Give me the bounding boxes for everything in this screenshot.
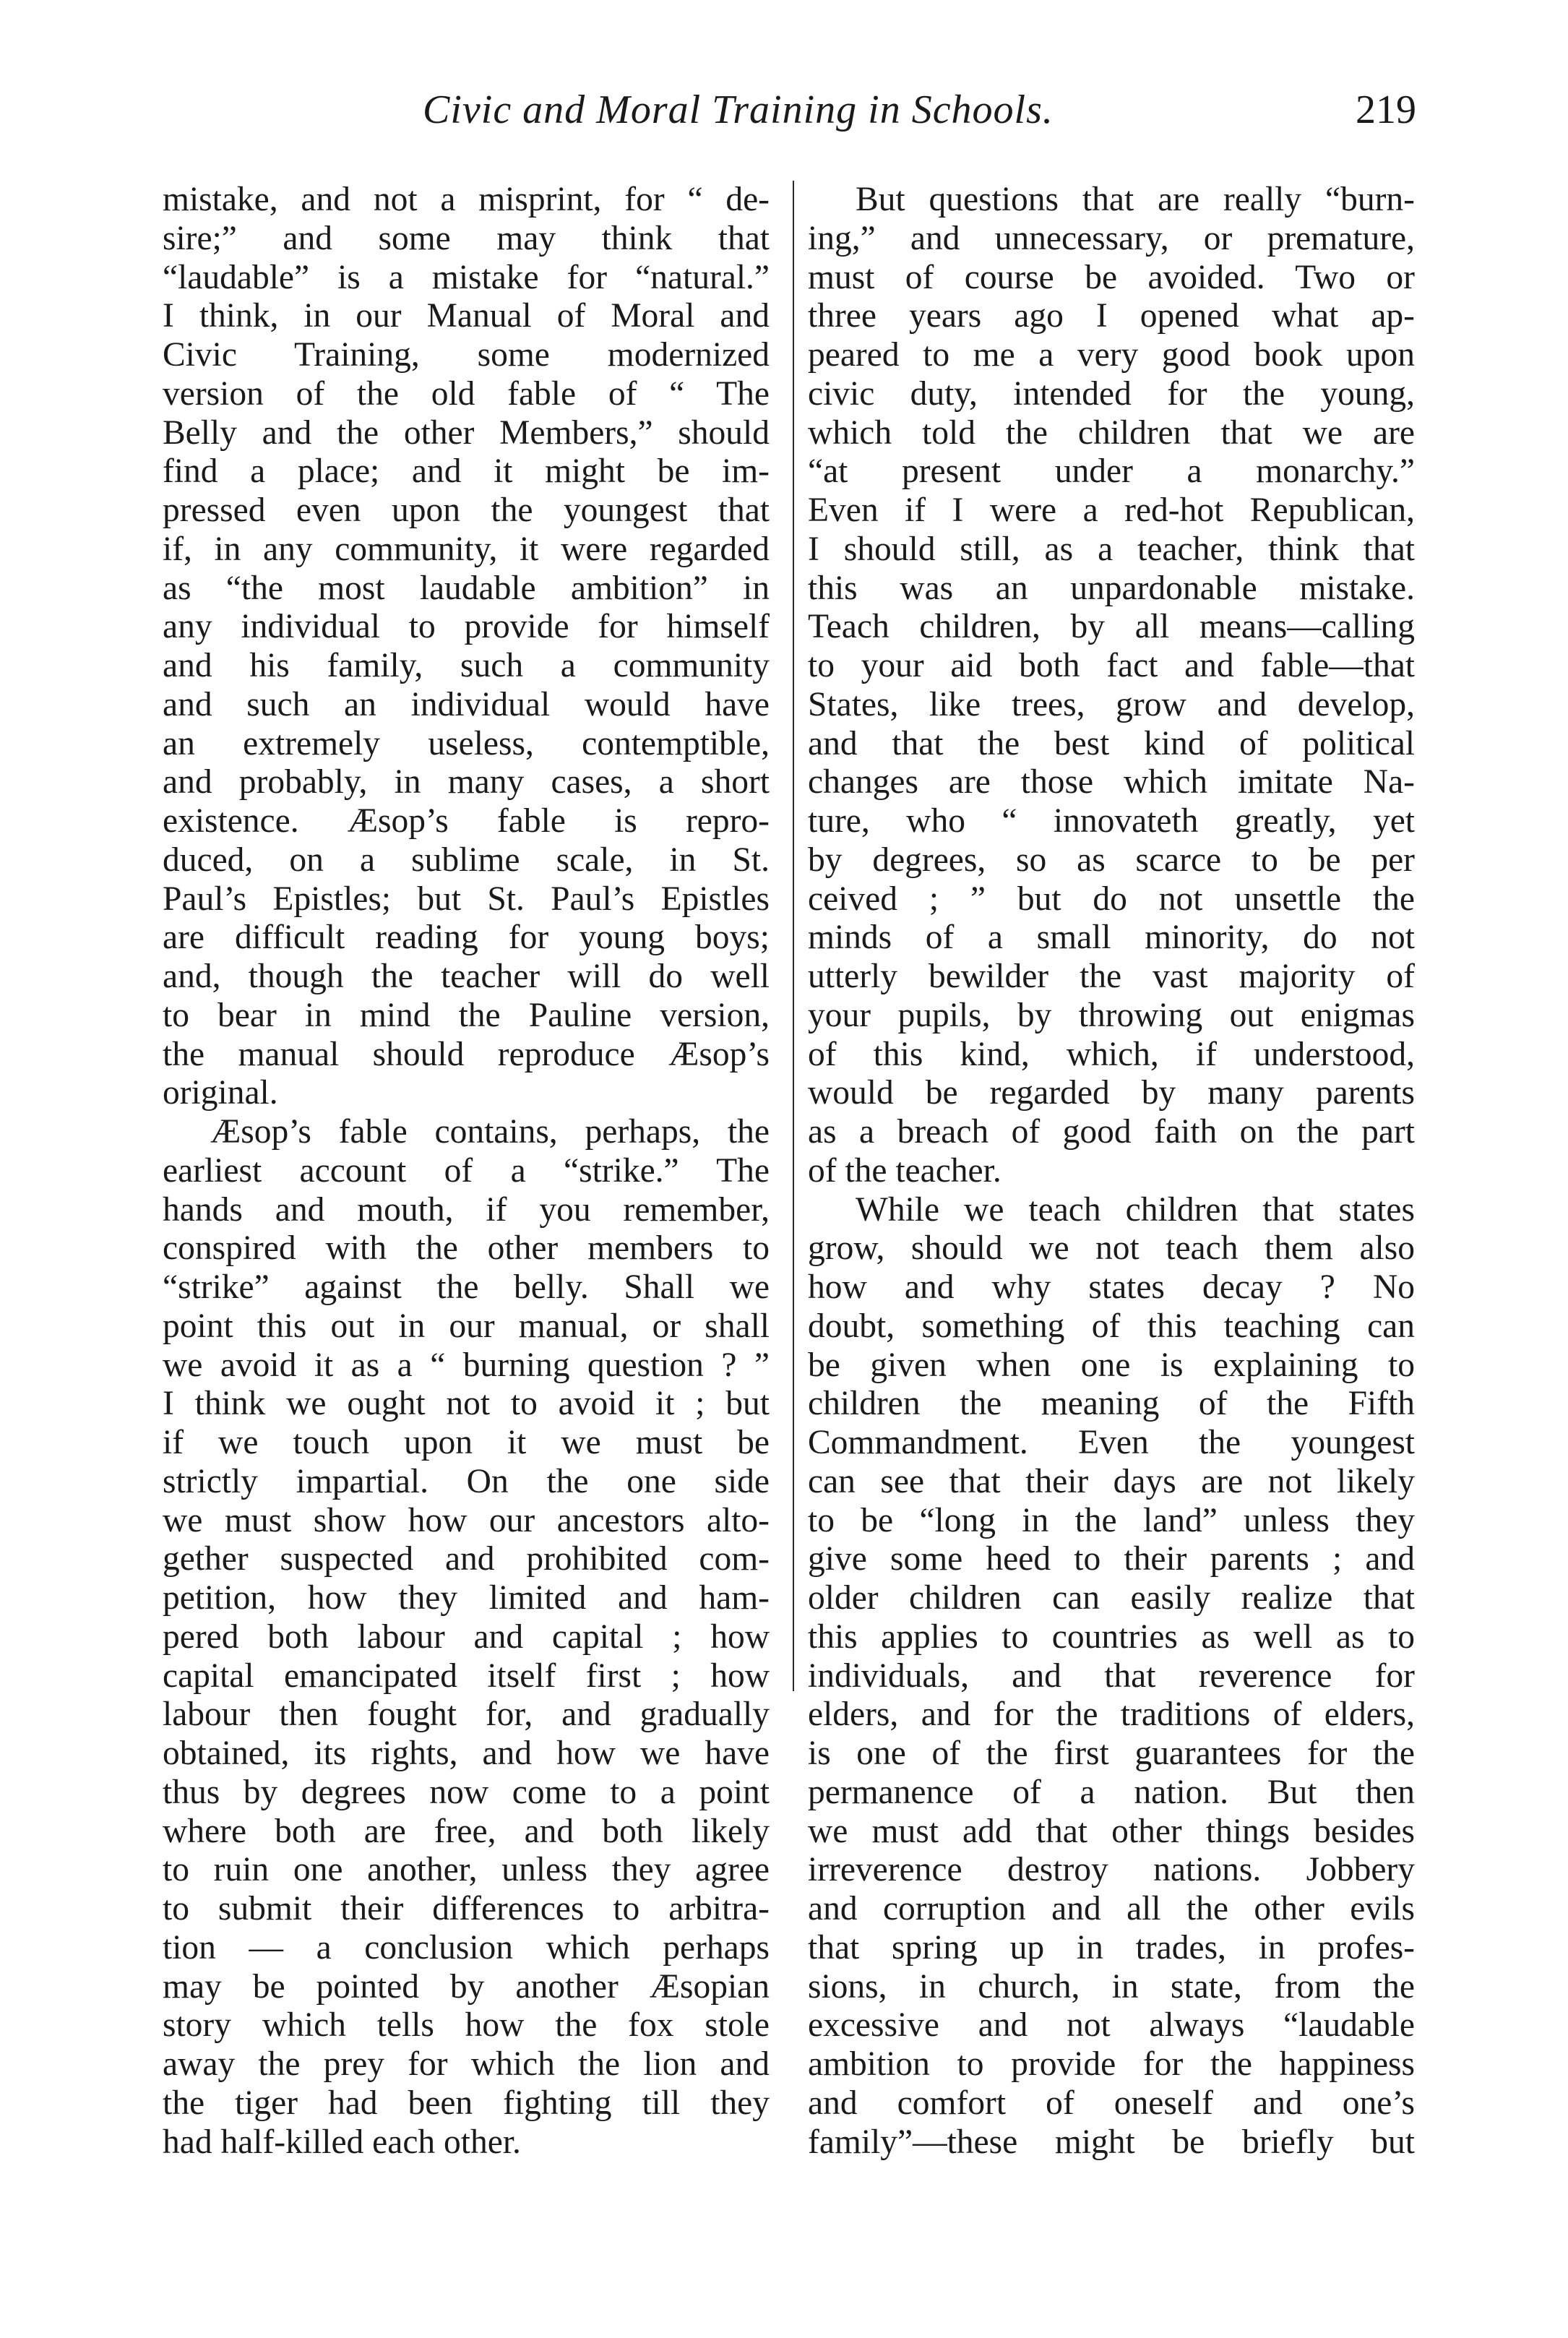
text-line: earliest account of a “strike.” The [163,1151,770,1190]
text-line: I think, in our Manual of Moral and [163,297,770,335]
text-line: duced, on a sublime scale, in St. [163,841,770,879]
text-line: Æsop’s fable contains, perhaps, the [210,1113,770,1151]
text-line: strictly impartial. On the one side [163,1462,770,1500]
text-line: and his family, such a community [163,647,770,684]
text-line: labour then fought for, and gradually [163,1696,770,1734]
text-line: obtained, its rights, and how we have [163,1735,770,1772]
text-line: mistake, and not a misprint, for “ de- [163,181,770,218]
text-line: version of the old fable of “ The [163,374,770,413]
text-line: had half-killed each other. [163,2123,521,2161]
text-line: family”—these might be briefly but [808,2123,1415,2161]
text-line: and corruption and all the other evils [808,1890,1415,1927]
text-line: permanence of a nation. But then [808,1773,1415,1811]
text-line: pressed even upon the youngest that [163,491,770,529]
text-line: to submit their differences to arbitra- [163,1890,770,1927]
text-line: point this out in our manual, or shall [163,1307,770,1345]
text-line: Commandment. Even the youngest [808,1424,1415,1461]
text-line: three years ago I opened what ap- [808,297,1415,335]
text-line: doubt, something of this teaching can [808,1307,1415,1345]
text-line: grow, should we not teach them also [808,1229,1415,1268]
text-line: how and why states decay ? No [808,1268,1415,1306]
text-line: any individual to provide for himself [163,608,770,646]
text-line: civic duty, intended for the young, [808,374,1415,413]
text-line: that spring up in trades, in profes- [808,1928,1415,1967]
text-line: which told the children that we are [808,413,1415,452]
text-line: sions, in church, in state, from the [808,1967,1415,2006]
text-line: But questions that are really “burn- [856,181,1415,218]
text-line: must of course be avoided. Two or [808,258,1415,296]
text-line: an extremely useless, contemptible, [163,724,770,762]
text-line: elders, and for the traditions of elders, [808,1696,1415,1734]
text-line: and probably, in many cases, a short [163,763,770,801]
text-line: hands and mouth, if you remember, [163,1190,770,1229]
text-line: to bear in mind the Pauline version, [163,996,770,1034]
page-number: 219 [1356,87,1416,132]
text-line: irreverence destroy nations. Jobbery [808,1851,1415,1889]
text-line: capital emancipated itself first ; how [163,1656,770,1695]
text-line: and that the best kind of political [808,724,1415,762]
text-line: conspired with the other members to [163,1229,770,1268]
text-line: utterly bewilder the vast majority of [808,958,1415,995]
running-header [166,87,1416,145]
text-line: we must show how our ancestors alto- [163,1501,770,1539]
text-line: your pupils, by throwing out enigmas [808,996,1415,1034]
text-line: to be “long in the land” unless they [808,1501,1415,1539]
running-title: Civic and Moral Training in Schools. [423,87,1054,132]
text-line: “at present under a monarchy.” [808,452,1415,491]
text-line: this applies to countries as well as to [808,1617,1415,1656]
right-column [808,181,1415,2162]
text-line: of the teacher. [808,1151,1001,1190]
text-line: away the prey for which the lion and [163,2045,770,2083]
text-line: excessive and not always “laudable [808,2006,1415,2045]
text-line: and, though the teacher will do well [163,958,770,995]
text-line: individuals, and that reverence for [808,1656,1415,1695]
text-line: Civic Training, some modernized [163,336,770,374]
text-line: minds of a small minority, do not [808,919,1415,957]
text-line: I should still, as a teacher, think that [808,530,1415,568]
text-line: and such an individual would have [163,685,770,723]
text-line: and comfort of oneself and one’s [808,2084,1415,2122]
text-line: While we teach children that states [856,1190,1415,1229]
text-line: ambition to provide for the happiness [808,2045,1415,2083]
text-line: we avoid it as a “ burning question ? ” [163,1346,770,1384]
text-line: Teach children, by all means—calling [808,608,1415,646]
text-line: older children can easily realize that [808,1579,1415,1617]
text-line: as “the most laudable ambition” in [163,569,770,607]
text-line: can see that their days are not likely [808,1462,1415,1500]
text-line: may be pointed by another Æsopian [163,1967,770,2006]
text-line: gether suspected and prohibited com- [163,1540,770,1578]
text-line: “laudable” is a mistake for “natural.” [163,258,770,296]
text-line: sire;” and some may think that [163,219,770,257]
text-line: if we touch upon it we must be [163,1424,770,1461]
text-line: to your aid both fact and fable—that [808,647,1415,684]
text-line: if, in any community, it were regarded [163,530,770,568]
text-line: give some heed to their parents ; and [808,1540,1415,1578]
text-line: the tiger had been fighting till they [163,2084,770,2122]
text-line: we must add that other things besides [808,1812,1415,1850]
text-line: where both are free, and both likely [163,1812,770,1850]
text-line: this was an unpardonable mistake. [808,569,1415,607]
text-line: by degrees, so as scarce to be per [808,841,1415,879]
text-line: “strike” against the belly. Shall we [163,1268,770,1306]
column-divider [793,181,794,1691]
text-line: be given when one is explaining to [808,1346,1415,1384]
text-line: Even if I were a red-hot Republican, [808,491,1415,529]
text-line: find a place; and it might be im- [163,452,770,491]
text-line: children the meaning of the Fifth [808,1385,1415,1423]
text-line: are difficult reading for young boys; [163,919,770,957]
text-line: as a breach of good faith on the part [808,1113,1415,1151]
left-column [163,181,770,2162]
text-line: would be regarded by many parents [808,1074,1415,1112]
text-line: I think we ought not to avoid it ; but [163,1385,770,1423]
text-line: Belly and the other Members,” should [163,413,770,452]
text-line: ing,” and unnecessary, or premature, [808,219,1415,257]
text-line: ture, who “ innovateth greatly, yet [808,802,1415,840]
text-line: petition, how they limited and ham- [163,1579,770,1617]
text-line: to ruin one another, unless they agree [163,1851,770,1889]
text-line: Paul’s Epistles; but St. Paul’s Epistles [163,880,770,918]
text-line: States, like trees, grow and develop, [808,685,1415,723]
text-line: original. [163,1074,278,1112]
text-line: of this kind, which, if understood, [808,1035,1415,1073]
text-line: pered both labour and capital ; how [163,1617,770,1656]
text-line: peared to me a very good book upon [808,336,1415,374]
text-line: tion — a conclusion which perhaps [163,1928,770,1967]
text-line: story which tells how the fox stole [163,2006,770,2045]
text-line: ceived ; ” but do not unsettle the [808,880,1415,918]
text-line: the manual should reproduce Æsop’s [163,1035,770,1073]
text-line: thus by degrees now come to a point [163,1773,770,1811]
text-line: is one of the first guarantees for the [808,1735,1415,1772]
text-line: existence. Æsop’s fable is repro- [163,802,770,840]
text-line: changes are those which imitate Na- [808,763,1415,801]
